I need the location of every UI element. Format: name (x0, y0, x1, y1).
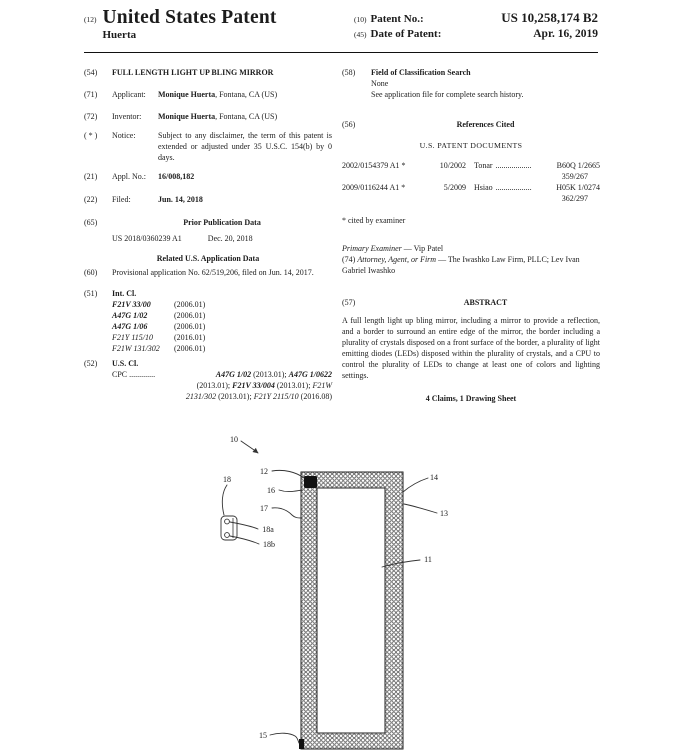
cpu-block (304, 476, 317, 488)
publication-number: US 2018/0360239 A1 (112, 234, 182, 243)
power-element (299, 739, 304, 749)
ref-class: B60Q 1/2665 (556, 161, 600, 170)
cpc-text: (2013.01); (196, 381, 233, 390)
ref-numeral-15: 15 (259, 731, 267, 740)
ref-publication-number: 2002/0154379 A1 * (342, 161, 406, 170)
cpc-label: CPC (112, 370, 128, 379)
ref-date: 5/2009 (443, 183, 466, 192)
primary-examiner-line (342, 243, 600, 254)
ref-publication-number: 2009/0116244 A1 * (342, 183, 406, 192)
code-54: (54) (84, 68, 98, 77)
ref-numeral-10: 10 (230, 435, 238, 444)
cpc-class: A47G 1/02 (215, 370, 252, 379)
cpc-class: F21Y 2115/10 (253, 392, 299, 401)
patent-drawing (0, 430, 680, 754)
abstract-heading: ABSTRACT (463, 298, 508, 307)
inventor-location: , Fontana, CA (US) (215, 112, 278, 121)
applicant-name: Monique Huerta (158, 90, 216, 99)
claims-line: 4 Claims, 1 Drawing Sheet (425, 394, 517, 403)
inventor-name: Monique Huerta (158, 112, 216, 121)
notice-label: Notice: (112, 131, 136, 140)
cpc-text: (2013.01); (274, 381, 313, 390)
notice-text: Subject to any disclaimer, the term of this patent is extended or adjusted under 35 U.S.C. 154(b) by 0 days. (158, 131, 332, 162)
field-search-note: See application file for complete search history. (371, 90, 524, 99)
int-cl-class: A47G 1/06 (112, 322, 148, 331)
code-56: (56) (342, 120, 356, 129)
section-71-applicant (84, 89, 332, 100)
code-71: (71) (84, 90, 98, 99)
section-54-title (84, 67, 332, 78)
reference-row (342, 182, 600, 204)
patent-no-label: Patent No.: (370, 13, 424, 25)
int-cl-class: F21Y 115/10 (112, 333, 153, 342)
cpc-text: (2013.01); (216, 392, 254, 401)
lead-line-16 (279, 490, 302, 492)
inventor-surname: Huerta (102, 29, 137, 41)
int-cl-version: (2006.01) (174, 344, 206, 353)
patent-no-row (354, 10, 598, 26)
ref-class: H05K 1/0274 (556, 183, 600, 192)
code-74: (74) (342, 255, 356, 264)
us-patent-documents-heading: U.S. PATENT DOCUMENTS (419, 141, 523, 150)
cpc-class: 2131/302 (185, 392, 217, 401)
section-21-appl-no (84, 171, 332, 182)
filed-label: Filed: (112, 195, 131, 204)
lead-line-12 (272, 470, 304, 478)
int-cl-version: (2006.01) (174, 311, 206, 320)
code-57: (57) (342, 298, 356, 307)
cpc-class: F21V 33/004 (232, 381, 275, 390)
appl-no-label: Appl. No.: (112, 172, 146, 181)
ref-numeral-18: 18 (223, 475, 231, 484)
document-title: United States Patent (102, 7, 277, 28)
date-of-patent-row (354, 28, 598, 40)
cited-by-examiner-note: * cited by examiner (342, 216, 406, 225)
lead-line-18 (222, 485, 227, 515)
attorney-label: Attorney, Agent, or Firm (357, 255, 437, 264)
remote-button-b (225, 533, 230, 538)
lead-line-14 (403, 478, 428, 492)
int-cl-row (112, 343, 332, 354)
lead-line-17 (272, 508, 301, 518)
section-57-abstract (342, 297, 600, 308)
int-cl-row (112, 332, 332, 343)
section-51-int-cl (84, 288, 332, 354)
filed-value: Jun. 14, 2018 (158, 195, 203, 204)
ref-numeral-11: 11 (424, 555, 432, 564)
ref-numeral-14: 14 (430, 473, 438, 482)
related-data-heading: Related U.S. Application Data (156, 254, 260, 263)
ref-dots: .................. (495, 161, 532, 170)
cpc-dots: ............. (129, 370, 156, 379)
lead-line-13 (404, 504, 437, 513)
date-of-patent-label: Date of Patent: (370, 28, 442, 40)
section-58-field-search (342, 67, 600, 100)
cpc-line-3 (112, 391, 332, 402)
applicant-location: , Fontana, CA (US) (215, 90, 278, 99)
int-cl-heading: Int. Cl. (112, 289, 137, 298)
mirror-glass (317, 488, 385, 733)
section-60-provisional (84, 267, 332, 278)
cpc-text: (2013.01); (251, 370, 289, 379)
cpc-text: (2016.08) (298, 392, 332, 401)
prior-publication-heading: Prior Publication Data (183, 218, 261, 227)
left-column (84, 60, 332, 402)
ref-name: Tonar (474, 161, 493, 170)
int-cl-version: (2006.01) (174, 300, 206, 309)
ref-numeral-13: 13 (440, 509, 448, 518)
int-cl-version: (2016.01) (174, 333, 206, 342)
cpc-class: F21W (312, 381, 332, 390)
field-search-none: None (371, 79, 389, 88)
section-56-references (342, 119, 600, 130)
reference-line (342, 182, 600, 193)
applicant-label: Applicant: (112, 90, 146, 99)
inventor-value (158, 111, 332, 122)
patent-no-value: US 10,258,174 B2 (501, 10, 598, 25)
primary-examiner-name: — Vip Patel (401, 244, 444, 253)
abstract-text: A full length light up bling mirror, including a mirror to provide a reflection, and a border to surround an entire edge of the mirror, the border including a plurality of crystals disposed on a front surface of the border, a plurality of light emitting diodes (LEDs) disposed within the plurality of crystals, and a CPU to control the plurality of LEDs to change at least one of colors and lighting settings. (342, 316, 600, 380)
section-65-prior-publication (84, 217, 332, 228)
int-cl-class: F21W 131/302 (112, 344, 160, 353)
code-60: (60) (84, 268, 98, 277)
int-cl-version: (2006.01) (174, 322, 206, 331)
inventor-label: Inventor: (112, 112, 142, 121)
int-cl-row (112, 299, 332, 310)
cpc-line-1 (112, 369, 332, 380)
lead-line-10 (241, 441, 258, 453)
ref-numeral-16: 16 (267, 486, 275, 495)
primary-examiner-label: Primary Examiner (342, 244, 402, 253)
reference-line (342, 160, 600, 171)
code-asterisk: ( * ) (84, 131, 98, 140)
ref-class-2: 362/297 (561, 194, 588, 203)
right-column (342, 60, 600, 404)
cpc-block (112, 369, 332, 402)
section-72-inventor (84, 111, 332, 122)
ref-numeral-18b: 18b (263, 540, 275, 549)
header-divider (84, 52, 598, 53)
ref-date: 10/2002 (439, 161, 466, 170)
references-heading: References Cited (456, 120, 515, 129)
header (84, 8, 598, 41)
applicant-value (158, 89, 332, 100)
ref-class-2: 359/267 (561, 172, 588, 181)
ref-numeral-12: 12 (260, 467, 268, 476)
attorney-value: — The Iwashko Law Firm, PLLC; Lev Ivan Gabriel Iwashko (342, 255, 580, 275)
header-right (354, 8, 598, 41)
date-of-patent-value: Apr. 16, 2019 (533, 28, 598, 40)
attorney-line (342, 254, 600, 276)
cpc-line-2 (112, 380, 332, 391)
code-51: (51) (84, 289, 98, 298)
publication-date: Dec. 20, 2018 (207, 234, 253, 243)
code-22: (22) (84, 195, 98, 204)
code-21: (21) (84, 172, 98, 181)
code-45: (45) (354, 30, 367, 39)
header-left (84, 8, 277, 41)
ref-name: Hsiao (474, 183, 493, 192)
lead-line-15 (270, 733, 299, 743)
ref-numeral-18a: 18a (262, 525, 274, 534)
code-72: (72) (84, 112, 98, 121)
code-65: (65) (84, 218, 98, 227)
cpc-class: A47G 1/0622 (288, 370, 332, 379)
title-block (103, 8, 277, 41)
ref-numeral-17: 17 (260, 504, 268, 513)
int-cl-row (112, 321, 332, 332)
reference-row (342, 160, 600, 182)
remote-button-a (225, 519, 230, 524)
section-22-filed (84, 194, 332, 205)
int-cl-class: F21V 33/00 (112, 300, 151, 309)
invention-title: FULL LENGTH LIGHT UP BLING MIRROR (112, 68, 274, 77)
code-52: (52) (84, 359, 98, 368)
section-52-us-cl (84, 358, 332, 402)
section-notice (84, 130, 332, 163)
int-cl-class: A47G 1/02 (112, 311, 148, 320)
ref-dots: .................. (495, 183, 532, 192)
code-10: (10) (354, 15, 367, 24)
mirror-border-crystals (301, 472, 403, 749)
prior-publication-entry (112, 233, 332, 244)
code-58: (58) (342, 68, 356, 77)
us-cl-heading: U.S. Cl. (112, 359, 139, 368)
provisional-text: Provisional application No. 62/519,206, filed on Jun. 14, 2017. (112, 268, 314, 277)
kind-code: (12) (84, 15, 97, 24)
int-cl-row (112, 310, 332, 321)
appl-no-value: 16/008,182 (158, 172, 195, 181)
field-search-heading: Field of Classification Search (371, 68, 471, 77)
